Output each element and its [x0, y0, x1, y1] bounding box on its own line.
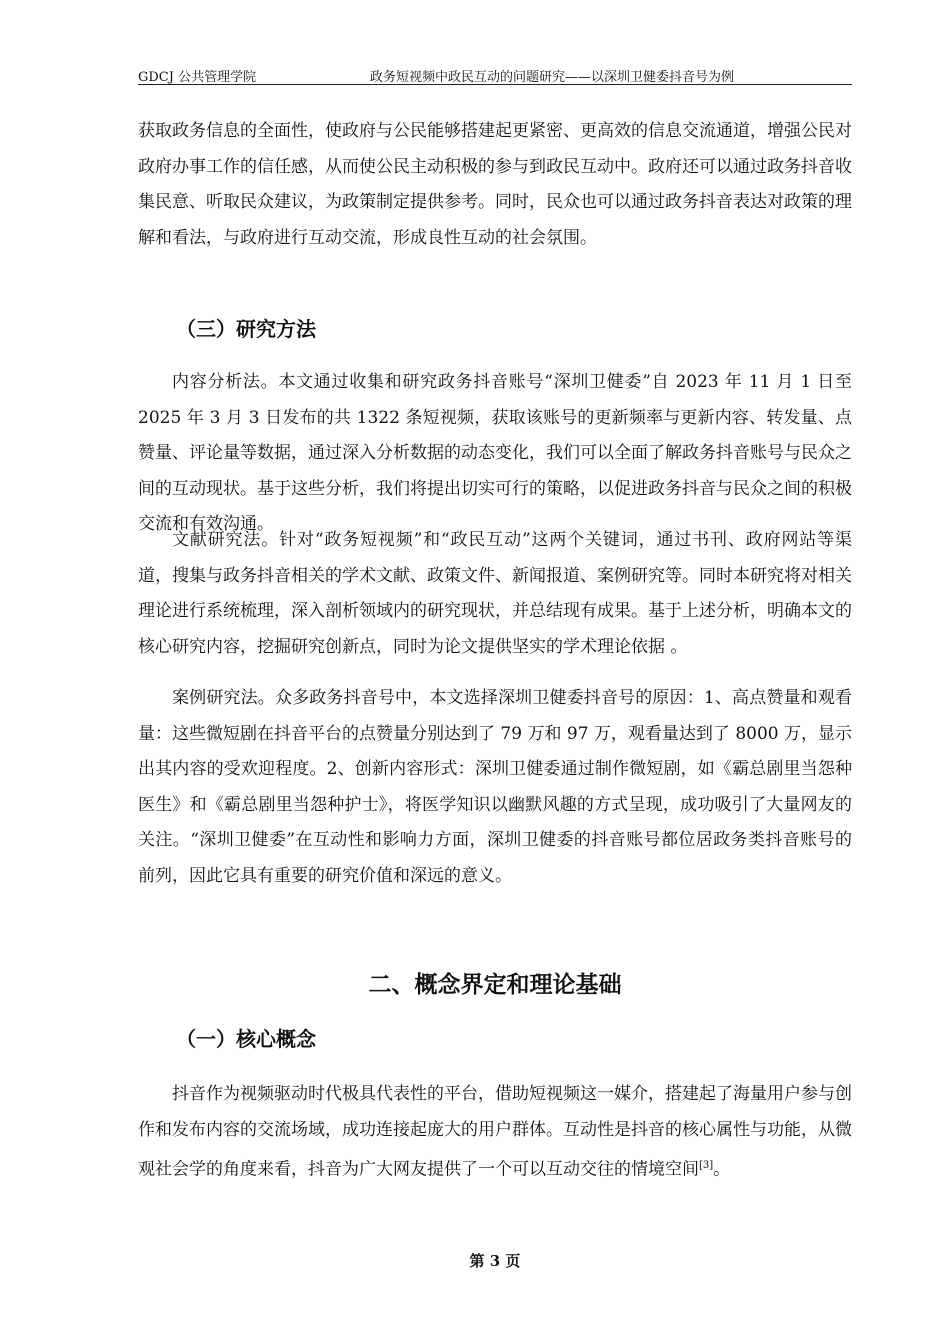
chapter-heading: 二、概念界定和理论基础: [368, 972, 622, 998]
citation-ref[interactable]: [3]: [699, 1160, 714, 1171]
header-institution: GDCJ 公共管理学院: [138, 70, 257, 85]
header-thesis-title: 政务短视频中政民互动的问题研究——以深圳卫健委抖音号为例: [370, 70, 735, 85]
heading-core-concepts: （一）核心概念: [176, 1027, 316, 1051]
heading-research-methods: （三）研究方法: [176, 317, 316, 341]
page-header: [138, 64, 852, 85]
paragraph-douyin: [138, 1077, 852, 1188]
paragraph-intro: 获取政务信息的全面性，使政府与公民能够搭建起更紧密、更高效的信息交流通道，增强公民对政府办事工作的信任感，从而使公民主动积极的参与到政民互动中。政府还可以通过政务抖音收集民意、听取民众建议，为政策制定提供参考。同时，民众也可以通过政务抖音表达对政策的理解和看法，与政府进行互动交流，形成良性互动的社会氛围。: [138, 121, 852, 248]
paragraph-douyin-text: 抖音作为视频驱动时代极具代表性的平台，借助短视频这一媒介，搭建起了海量用户参与创作和发布内容的交流场域，成功连接起庞大的用户群体。互动性是抖音的核心属性与功能，从微观社会学的角度来看，抖音为广大网友提供了一个可以互动交往的情境空间: [138, 1084, 852, 1180]
paragraph-content-analysis: 内容分析法。本文通过收集和研究政务抖音账号“深圳卫健委”自 2023 年 11 月 1 日至 2025 年 3 月 3 日发布的共 1322 条短视频，获取该账号的更新频率与更新内容、转发量、点赞量、评论量等数据，通过深入分析数据的动态变化，我们可以全面了解政务抖音账号与民众之间的互动现状。基于这些分析，我们将提出切实可行的策略，以促进政务抖音与民众之间的积极交流和有效沟通。: [138, 372, 852, 534]
page-number: 第 3 页: [469, 1252, 521, 1270]
paragraph-case-study: 案例研究法。众多政务抖音号中，本文选择深圳卫健委抖音号的原因：1、高点赞量和观看量：这些微短剧在抖音平台的点赞量分别达到了 79 万和 97 万，观看量达到了 8000 万，显示出其内容的受欢迎程度。2、创新内容形式：深圳卫健委通过制作微短剧，如《霸总剧里当怨种医生》和《霸总剧里当怨种护士》，将医学知识以幽默风趣的方式呈现，成功吸引了大量网友的关注。“深圳卫健委”在互动性和影响力方面，深圳卫健委的抖音账号都位居政务类抖音账号的前列，因此它具有重要的研究价值和深远的意义。: [138, 688, 852, 886]
paragraph-literature-research: 文献研究法。针对“政务短视频”和“政民互动”这两个关键词，通过书刊、政府网站等渠道，搜集与政务抖音相关的学术文献、政策文件、新闻报道、案例研究等。同时本研究将对相关理论进行系统梳理，深入剖析领域内的研究现状，并总结现有成果。基于上述分析，明确本文的核心研究内容，挖掘研究创新点，同时为论文提供坚实的学术理论依据 。: [138, 530, 852, 657]
paragraph-douyin-end: 。: [713, 1159, 731, 1180]
